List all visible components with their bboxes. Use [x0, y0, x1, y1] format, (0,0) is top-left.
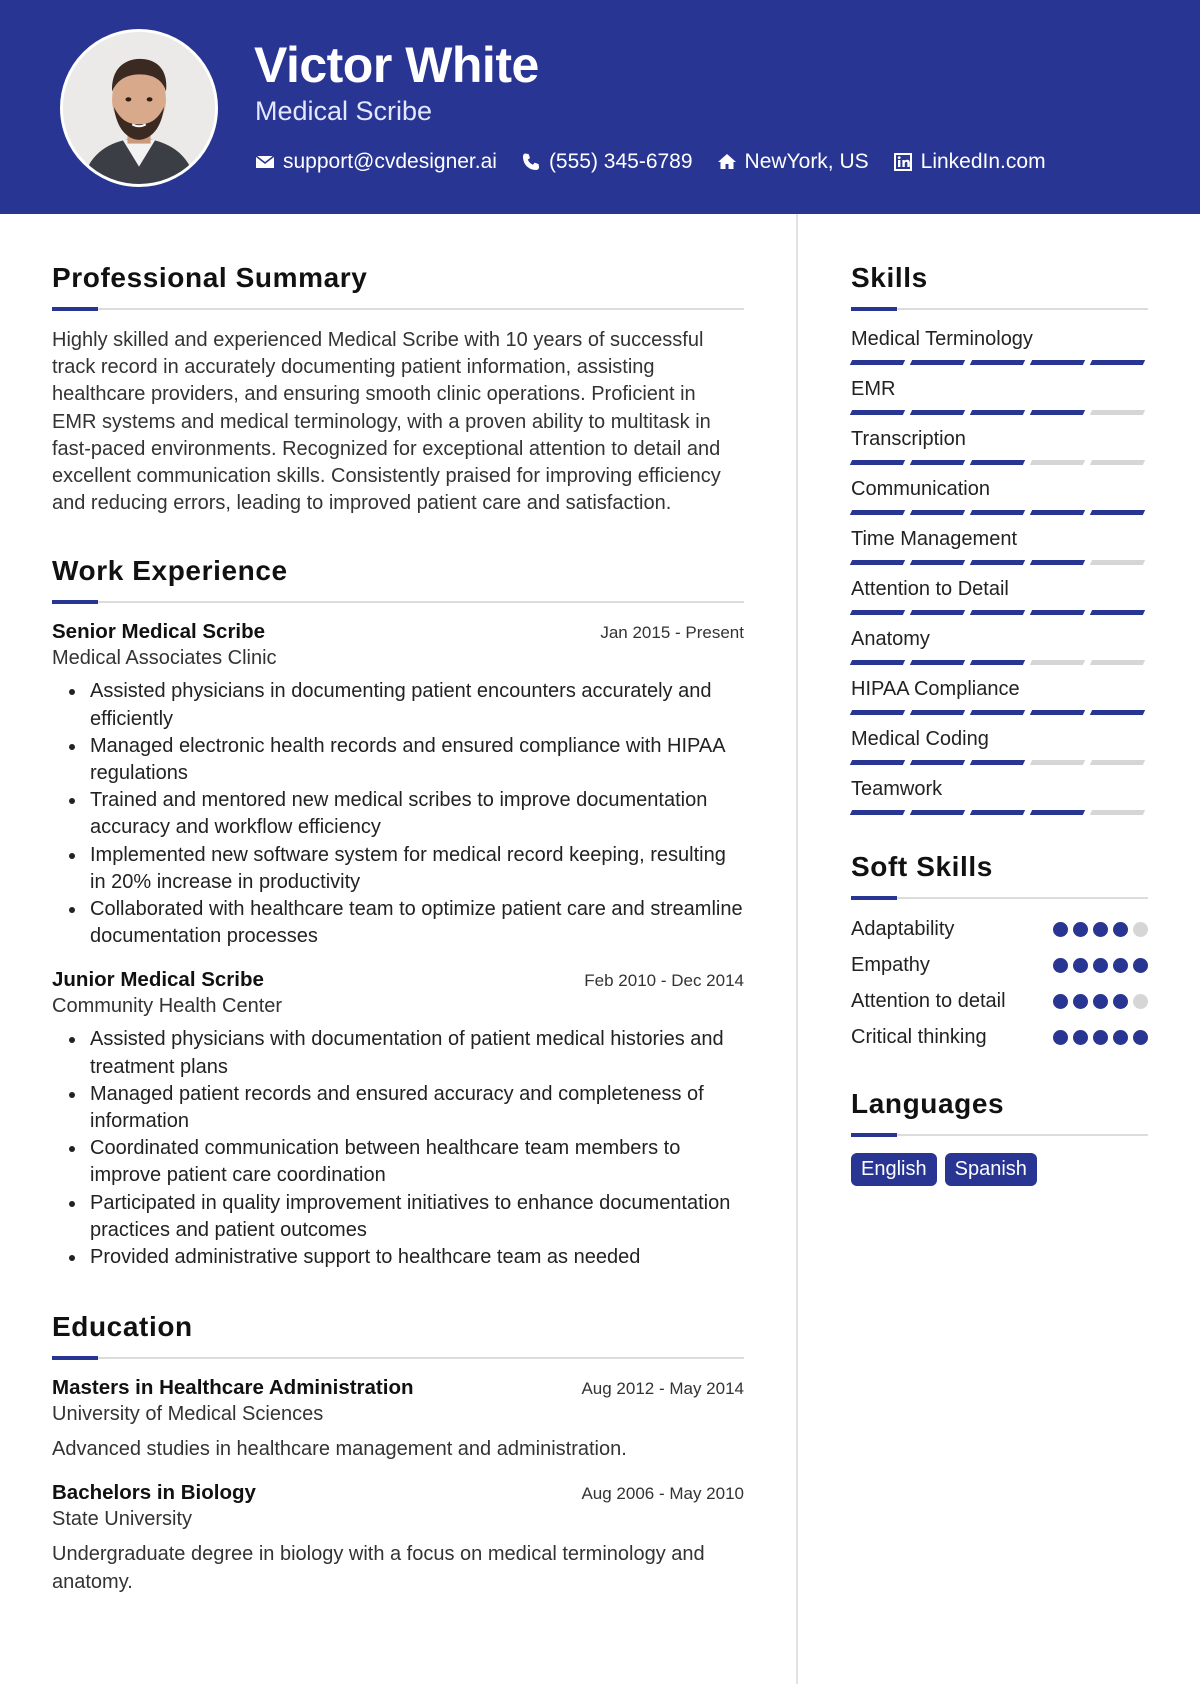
contact-email[interactable] [255, 150, 497, 174]
rating-dot [1073, 994, 1088, 1009]
skill-level-segment [850, 810, 905, 815]
section-title: Skills [851, 262, 928, 293]
linkedin-icon [893, 152, 913, 172]
skill-level-bar [851, 610, 1148, 615]
section-title: Education [52, 1311, 193, 1343]
job-date: Feb 2010 - Dec 2014 [584, 971, 744, 991]
contact-phone[interactable] [521, 150, 693, 174]
skill-level-segment [910, 710, 965, 715]
contact-phone-text: (555) 345-6789 [548, 150, 693, 173]
language-badge: Spanish [945, 1153, 1037, 1186]
skill-level-segment [970, 660, 1025, 665]
skill-item [851, 777, 1148, 815]
skill-name: HIPAA Compliance [851, 678, 1020, 700]
skill-level-segment [970, 710, 1025, 715]
skill-name: Anatomy [851, 628, 930, 650]
degree-title: Bachelors in Biology [52, 1481, 256, 1505]
soft-skills-list [851, 916, 1148, 1050]
section-title: Professional Summary [52, 262, 368, 293]
skill-item [851, 727, 1148, 765]
languages-section [851, 1088, 1148, 1186]
section-title: Soft Skills [851, 851, 993, 882]
skill-name: Medical Terminology [851, 328, 1033, 350]
rating-dot [1053, 958, 1068, 973]
envelope-icon [255, 152, 275, 172]
skill-level-segment [850, 760, 905, 765]
skill-level-segment [1030, 710, 1085, 715]
education-date: Aug 2012 - May 2014 [581, 1379, 744, 1399]
section-title: Work Experience [52, 555, 288, 587]
section-title: Languages [851, 1088, 1005, 1119]
summary-text: Highly skilled and experienced Medical Scribe with 10 years of successful track record in accurately documenting patient information, assisting healthcare providers, and ensuring smooth clinic operations. Proficient in EMR systems and medical terminology, with a proven ability to multitask in fast-paced environments. Recognized for exceptional attention to detail and excellent communication skills. Consistently praised for improving efficiency and reducing errors, leading to improved patient care and satisfaction. [52, 329, 721, 515]
skill-level-bar [851, 660, 1148, 665]
skill-item [851, 527, 1148, 565]
school-name: University of Medical Sciences [52, 1403, 324, 1426]
section-rule [851, 1133, 1148, 1137]
school-name: State University [52, 1508, 193, 1531]
list-item: Assisted physicians in documenting patient encounters accurately and efficiently [68, 678, 744, 732]
rating-dot [1053, 922, 1068, 937]
list-item: Managed patient records and ensured accuracy and completeness of information [68, 1081, 744, 1135]
skill-level-segment [850, 610, 905, 615]
rating-dot [1133, 1030, 1148, 1045]
phone-icon [521, 152, 541, 172]
skill-level-segment [970, 810, 1025, 815]
education-section [52, 1311, 744, 1596]
skill-level-bar [851, 410, 1148, 415]
soft-skill-item [851, 916, 1148, 942]
skill-item [851, 377, 1148, 415]
job-company: Medical Associates Clinic [52, 647, 277, 670]
contact-linkedin-text: LinkedIn.com [920, 150, 1046, 173]
list-item: Assisted physicians with documentation of patient medical histories and treatment plans [68, 1026, 744, 1080]
education-date: Aug 2006 - May 2010 [581, 1484, 744, 1504]
experience-section [52, 555, 744, 1271]
job-bullets [52, 678, 744, 950]
skill-level-segment [850, 410, 905, 415]
list-item: Managed electronic health records and ensured compliance with HIPAA regulations [68, 733, 744, 787]
skill-level-segment [910, 510, 965, 515]
skill-level-segment [1090, 360, 1145, 365]
skill-level-segment [1090, 560, 1145, 565]
skill-level-segment [970, 360, 1025, 365]
contact-location [717, 150, 869, 174]
skill-level-segment [850, 710, 905, 715]
skill-level-segment [1030, 360, 1085, 365]
soft-skill-name: Empathy [851, 954, 930, 976]
section-rule [851, 307, 1148, 311]
profile-photo [60, 29, 218, 187]
skill-level-segment [910, 610, 965, 615]
skill-level-segment [1030, 510, 1085, 515]
skill-level-segment [1030, 410, 1085, 415]
skill-item [851, 627, 1148, 665]
home-icon [717, 152, 737, 172]
skill-item [851, 677, 1148, 715]
language-list [851, 1153, 1148, 1186]
rating-dot [1133, 958, 1148, 973]
skill-level-bar [851, 760, 1148, 765]
skill-level-segment [910, 360, 965, 365]
skill-level-segment [970, 560, 1025, 565]
rating-dot [1093, 922, 1108, 937]
candidate-name: Victor White [254, 37, 539, 93]
rating-dot [1093, 958, 1108, 973]
skill-level-segment [1090, 710, 1145, 715]
skill-level-bar [851, 460, 1148, 465]
skill-level-segment [1030, 610, 1085, 615]
section-rule [52, 307, 744, 311]
skill-level-segment [1030, 460, 1085, 465]
skill-level-segment [850, 360, 905, 365]
rating-dot [1093, 1030, 1108, 1045]
soft-skill-name: Adaptability [851, 918, 955, 940]
job-bullets [52, 1026, 744, 1271]
list-item: Implemented new software system for medical record keeping, resulting in 20% increase in productivity [68, 842, 744, 896]
main-column [52, 262, 744, 1614]
column-divider [796, 214, 798, 1684]
skill-level-segment [910, 760, 965, 765]
section-rule [52, 600, 744, 604]
rating-dot [1053, 994, 1068, 1009]
list-item: Coordinated communication between healthcare team members to improve patient care coordination [68, 1135, 744, 1189]
job-company: Community Health Center [52, 995, 283, 1018]
skill-name: Communication [851, 478, 990, 500]
skill-level-segment [1090, 460, 1145, 465]
list-item: Provided administrative support to healthcare team as needed [68, 1244, 744, 1271]
soft-skill-rating [1053, 922, 1148, 937]
rating-dot [1073, 958, 1088, 973]
skill-item [851, 577, 1148, 615]
skill-level-segment [910, 560, 965, 565]
rating-dot [1133, 922, 1148, 937]
skill-name: Time Management [851, 528, 1017, 550]
candidate-role: Medical Scribe [255, 96, 433, 126]
list-item: Collaborated with healthcare team to optimize patient care and streamline documentation processes [68, 896, 744, 950]
education-description: Advanced studies in healthcare management and administration. [52, 1438, 627, 1461]
skill-level-segment [910, 810, 965, 815]
resume-header [0, 0, 1200, 214]
job-entry [52, 968, 744, 1271]
sidebar-column [851, 262, 1148, 1186]
rating-dot [1113, 994, 1128, 1009]
soft-skill-name: Critical thinking [851, 1026, 987, 1048]
skill-level-segment [910, 460, 965, 465]
skill-item [851, 427, 1148, 465]
rating-dot [1133, 994, 1148, 1009]
skill-level-segment [1030, 660, 1085, 665]
skill-level-segment [970, 410, 1025, 415]
section-rule [52, 1356, 744, 1360]
skill-level-segment [850, 660, 905, 665]
skill-name: Teamwork [851, 778, 943, 800]
rating-dot [1113, 1030, 1128, 1045]
skill-name: Transcription [851, 428, 966, 450]
profile-photo-image [63, 32, 215, 184]
skill-level-segment [910, 660, 965, 665]
soft-skill-rating [1053, 994, 1148, 1009]
skill-level-segment [1090, 660, 1145, 665]
rating-dot [1073, 1030, 1088, 1045]
contact-email-text: support@cvdesigner.ai [283, 150, 497, 173]
degree-title: Masters in Healthcare Administration [52, 1376, 414, 1400]
rating-dot [1113, 958, 1128, 973]
skill-level-bar [851, 560, 1148, 565]
skill-level-segment [970, 760, 1025, 765]
skill-level-segment [1090, 810, 1145, 815]
skill-level-segment [910, 410, 965, 415]
soft-skill-item [851, 952, 1148, 978]
skills-list [851, 327, 1148, 815]
skill-level-segment [1090, 410, 1145, 415]
skill-level-segment [970, 460, 1025, 465]
job-entry [52, 620, 744, 950]
soft-skill-name: Attention to detail [851, 990, 1006, 1012]
skill-name: Medical Coding [851, 728, 989, 750]
education-entry [52, 1376, 744, 1463]
rating-dot [1053, 1030, 1068, 1045]
job-title: Senior Medical Scribe [52, 620, 266, 644]
skill-item [851, 477, 1148, 515]
soft-skills-section [851, 851, 1148, 1050]
skill-level-segment [1090, 510, 1145, 515]
skills-section [851, 262, 1148, 815]
skill-level-segment [970, 510, 1025, 515]
soft-skill-item [851, 988, 1148, 1014]
skill-level-bar [851, 510, 1148, 515]
job-date: Jan 2015 - Present [600, 623, 744, 643]
skill-level-segment [850, 460, 905, 465]
soft-skill-rating [1053, 958, 1148, 973]
section-rule [851, 896, 1148, 900]
skill-level-segment [850, 510, 905, 515]
skill-level-bar [851, 710, 1148, 715]
language-badge: English [851, 1153, 937, 1186]
rating-dot [1073, 922, 1088, 937]
soft-skill-rating [1053, 1030, 1148, 1045]
skill-item [851, 327, 1148, 365]
soft-skill-item [851, 1024, 1148, 1050]
list-item: Participated in quality improvement initiatives to enhance documentation practices and patient outcomes [68, 1190, 744, 1244]
skill-level-segment [1030, 560, 1085, 565]
rating-dot [1093, 994, 1108, 1009]
education-entry [52, 1481, 744, 1595]
skill-level-segment [1090, 610, 1145, 615]
rating-dot [1113, 922, 1128, 937]
skill-level-bar [851, 810, 1148, 815]
education-description: Undergraduate degree in biology with a focus on medical terminology and anatomy. [52, 1543, 705, 1593]
job-title: Junior Medical Scribe [52, 968, 264, 992]
skill-level-segment [850, 560, 905, 565]
skill-name: EMR [851, 378, 896, 400]
skill-level-bar [851, 360, 1148, 365]
skill-level-segment [1090, 760, 1145, 765]
skill-name: Attention to Detail [851, 578, 1009, 600]
contact-bar [255, 147, 1070, 177]
summary-section [52, 262, 744, 517]
skill-level-segment [1030, 760, 1085, 765]
contact-linkedin[interactable] [893, 150, 1046, 174]
contact-location-text: NewYork, US [744, 150, 869, 173]
skill-level-segment [970, 610, 1025, 615]
list-item: Trained and mentored new medical scribes to improve documentation accuracy and workflow efficiency [68, 787, 744, 841]
skill-level-segment [1030, 810, 1085, 815]
